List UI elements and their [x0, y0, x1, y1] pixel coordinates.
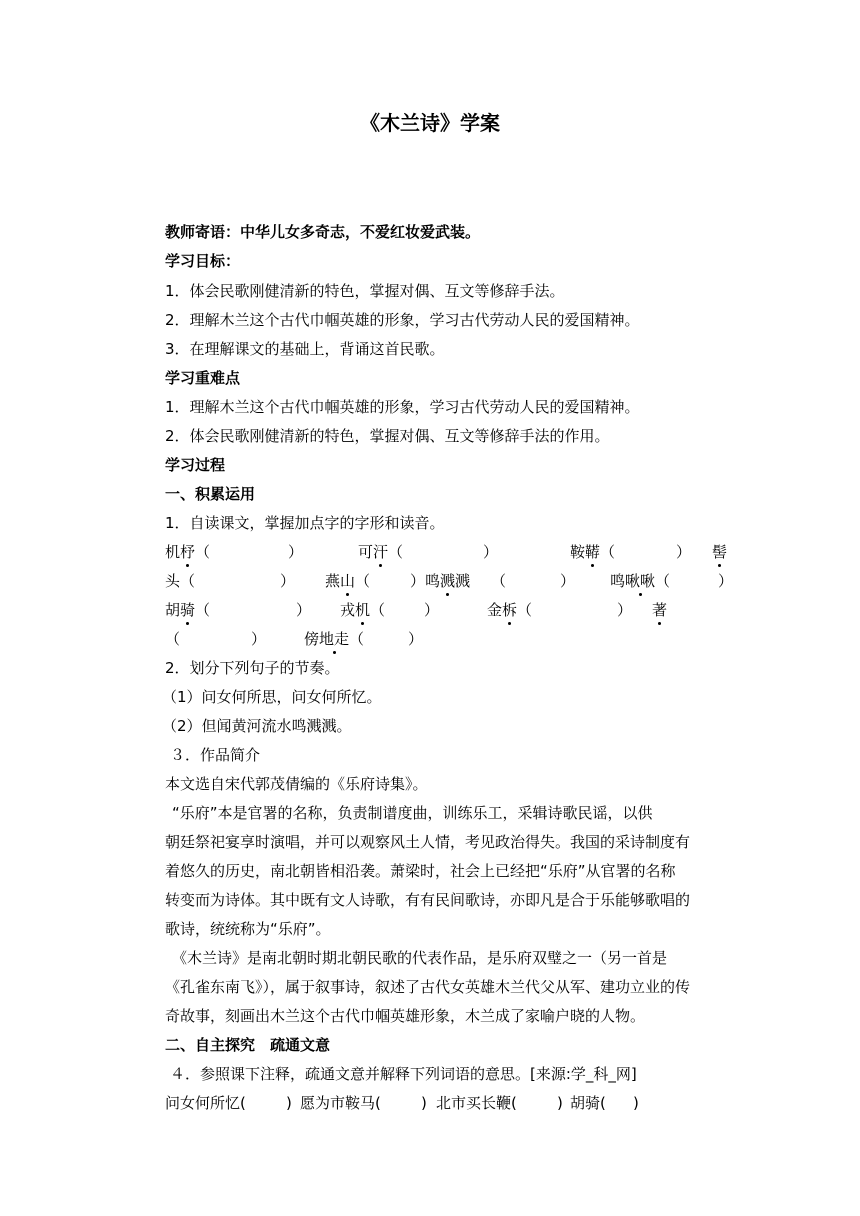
word-jianjian: 鸣溅溅	[425, 572, 471, 590]
goals-heading: 学习目标：	[165, 252, 241, 270]
word-zhuo: 著	[652, 601, 668, 619]
intro-line: 歌诗，统统称为“乐府”。	[165, 920, 331, 938]
blank-close: )	[557, 1094, 563, 1112]
word-jiujiu: 鸣啾啾（	[610, 572, 671, 590]
intro-line: 朝廷祭祀宴享时演唱，并可以观察风土人情，考见政治得失。我国的采诗制度有	[165, 833, 691, 851]
intro-line: 本文选自宋代郭茂倩编的《乐府诗集》。	[165, 775, 428, 793]
word-jizhu: 机杼（	[165, 543, 211, 561]
blank-close: )	[633, 1094, 639, 1112]
term-2: 愿为市鞍马(	[300, 1094, 381, 1112]
intro-line: 《木兰诗》是南北朝时期北朝民歌的代表作品，是乐府双璧之一（另一首是	[172, 949, 668, 967]
intro-line: 《孔雀东南飞》），属于叙事诗，叙述了古代女英雄木兰代父从军、建功立业的传	[165, 978, 691, 996]
word-bangdi: 傍地走（	[304, 630, 365, 648]
page-title: 《木兰诗》学案	[360, 111, 500, 135]
blank-close: ）	[408, 630, 424, 648]
term-4: 胡骑(	[570, 1094, 606, 1112]
question-3: ３．作品简介	[170, 746, 261, 764]
intro-line: 奇故事，刻画出木兰这个古代巾帼英雄形象，木兰成了家喻户晓的人物。	[165, 1007, 646, 1025]
term-1: 问女何所忆(	[165, 1094, 246, 1112]
question-1: 1．自读课文，掌握加点字的字形和读音。	[165, 514, 445, 532]
rhythm-item: （2）但闻黄河流水鸣溅溅。	[162, 717, 352, 735]
process-heading: 学习过程	[165, 456, 226, 474]
term-3: 北市买长鞭(	[436, 1094, 517, 1112]
key-point-item: 1．理解木兰这个古代巾帼英雄的形象，学习古代劳动人民的爱国精神。	[165, 398, 640, 416]
blank-close: ）	[617, 601, 633, 619]
word-anjian: 鞍鞯（	[570, 543, 616, 561]
blank-open: （	[491, 572, 507, 590]
key-point-item: 2．体会民歌刚健清新的特色，掌握对偶、互文等修辞手法的作用。	[165, 427, 610, 445]
word-tou: 头（	[165, 572, 196, 590]
intro-line: 转变而为诗体。其中既有文人诗歌，有有民间歌诗，亦即凡是合于乐能够歌唱的	[165, 891, 691, 909]
blank-close: )	[286, 1094, 292, 1112]
blank-close: ）	[280, 572, 296, 590]
blank-close: ）	[560, 572, 576, 590]
section2-heading: 二、自主探究 疏通文意	[165, 1036, 331, 1054]
rhythm-item: （1）问女何所思，问女何所忆。	[162, 688, 382, 706]
blank-close: ）	[676, 543, 692, 561]
blank-close: )	[421, 1094, 427, 1112]
goal-item: 3．在理解课文的基础上，背诵这首民歌。	[165, 340, 445, 358]
key-points-heading: 学习重难点	[165, 369, 241, 387]
blank-close: ）	[718, 572, 734, 590]
goal-item: 1．体会民歌刚健清新的特色，掌握对偶、互文等修辞手法。	[165, 282, 565, 300]
section1-heading: 一、积累运用	[165, 485, 256, 503]
teacher-message: 教师寄语：中华儿女多奇志，不爱红妆爱武装。	[165, 223, 481, 241]
word-rongji: 戎机（	[340, 601, 386, 619]
question-2: 2．划分下列句子的节奏。	[165, 659, 340, 677]
blank-close: ）	[483, 543, 499, 561]
intro-line: “乐府”本是官署的名称，负责制谱度曲，训练乐工，采辑诗歌民谣，以供	[172, 804, 653, 822]
word-jintuo: 金柝（	[487, 601, 533, 619]
word-kehan: 可汗（	[358, 543, 404, 561]
word-yanshan: 燕山（	[325, 572, 371, 590]
intro-line: 着悠久的历史，南北朝皆相沿袭。萧梁时，社会上已经把“乐府”从官署的名称	[165, 862, 676, 880]
blank-close: ）	[424, 601, 440, 619]
blank-close: ）	[288, 543, 304, 561]
word-yun: 髻	[712, 543, 728, 561]
question-4: ４．参照课下注释，疏通文意并解释下列词语的意思。[来源:学_科_网]	[170, 1065, 637, 1083]
blank-open: （	[165, 630, 181, 648]
word-huji: 胡骑（	[165, 601, 211, 619]
blank-close: ）	[410, 572, 426, 590]
goal-item: 2．理解木兰这个古代巾帼英雄的形象，学习古代劳动人民的爱国精神。	[165, 311, 640, 329]
blank-close: ）	[296, 601, 312, 619]
blank-close: ）	[251, 630, 267, 648]
